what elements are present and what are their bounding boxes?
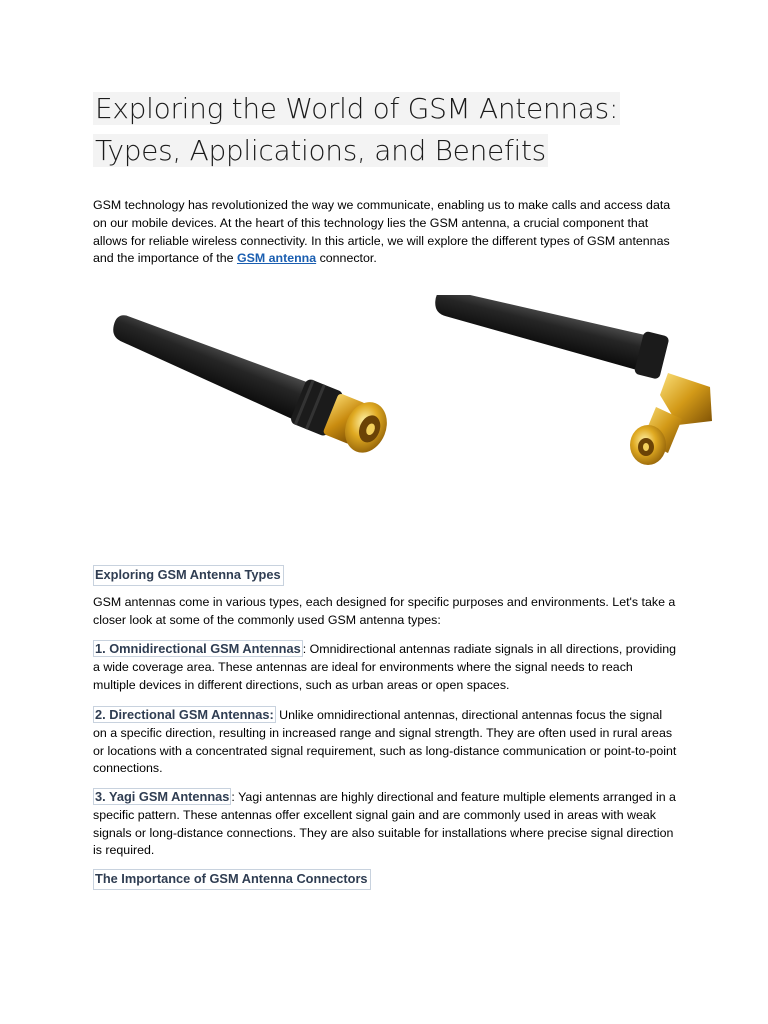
right-angle-sma-antenna-graphic — [420, 295, 720, 485]
right-angle-sma-antenna-image — [420, 295, 720, 485]
page-title — [93, 88, 620, 172]
directional-paragraph — [93, 706, 678, 778]
yagi-text: Yagi antennas are highly directional and feature multiple elements arranged in a specific pattern. These antennas offer excellent signal gain and are commonly used in areas with weak signals or long-distance connections. They are also suitable for installations where precise signal direction is required. — [93, 790, 676, 858]
omnidirectional-label: 1. Omnidirectional GSM Antennas — [95, 641, 301, 656]
straight-sma-antenna-image — [95, 295, 405, 490]
title-line-1: Exploring the World of GSM Antennas: — [95, 92, 619, 125]
omnidirectional-sep: : — [302, 642, 307, 656]
yagi-paragraph — [93, 788, 678, 860]
connectors-heading: The Importance of GSM Antenna Connectors — [93, 869, 371, 890]
intro-paragraph — [93, 197, 678, 268]
straight-sma-antenna-graphic — [95, 295, 405, 490]
title-line-2: Types, Applications, and Benefits — [95, 134, 546, 167]
intro-text: GSM technology has revolutionized the way we communicate, enabling us to make calls and access data on our mobile devices. At the heart of this technology lies the GSM antenna, a crucial component that allows for reliable wireless connectivity. In this article, we will explore the different types of GSM antennas and the importance of the — [93, 198, 671, 266]
omnidirectional-paragraph — [93, 640, 678, 694]
yagi-label: 3. Yagi GSM Antennas — [95, 789, 230, 804]
directional-label: 2. Directional GSM Antennas: — [95, 707, 274, 722]
intro-text-end: connector. — [316, 251, 377, 266]
antenna-types-heading: Exploring GSM Antenna Types — [93, 565, 284, 586]
gsm-antenna-link[interactable]: GSM antenna — [236, 251, 317, 266]
omnidirectional-text: Omnidirectional antennas radiate signals in all directions, providing a wide coverage area. These antennas are ideal for environments where the signal needs to reach multiple devices in different directions, such as urban areas or open spaces. — [93, 642, 677, 692]
directional-text: Unlike omnidirectional antennas, directional antennas focus the signal on a specific direction, resulting in increased range and signal strength. They are often used in rural areas or locations with a concentrated signal requirement, such as long-distance communication or point-to-point connections. — [93, 708, 677, 776]
yagi-sep: : — [231, 790, 235, 804]
antenna-types-intro: GSM antennas come in various types, each designed for specific purposes and environments. Let's take a closer look at some of the commonly used GSM antenna types: — [93, 595, 676, 627]
